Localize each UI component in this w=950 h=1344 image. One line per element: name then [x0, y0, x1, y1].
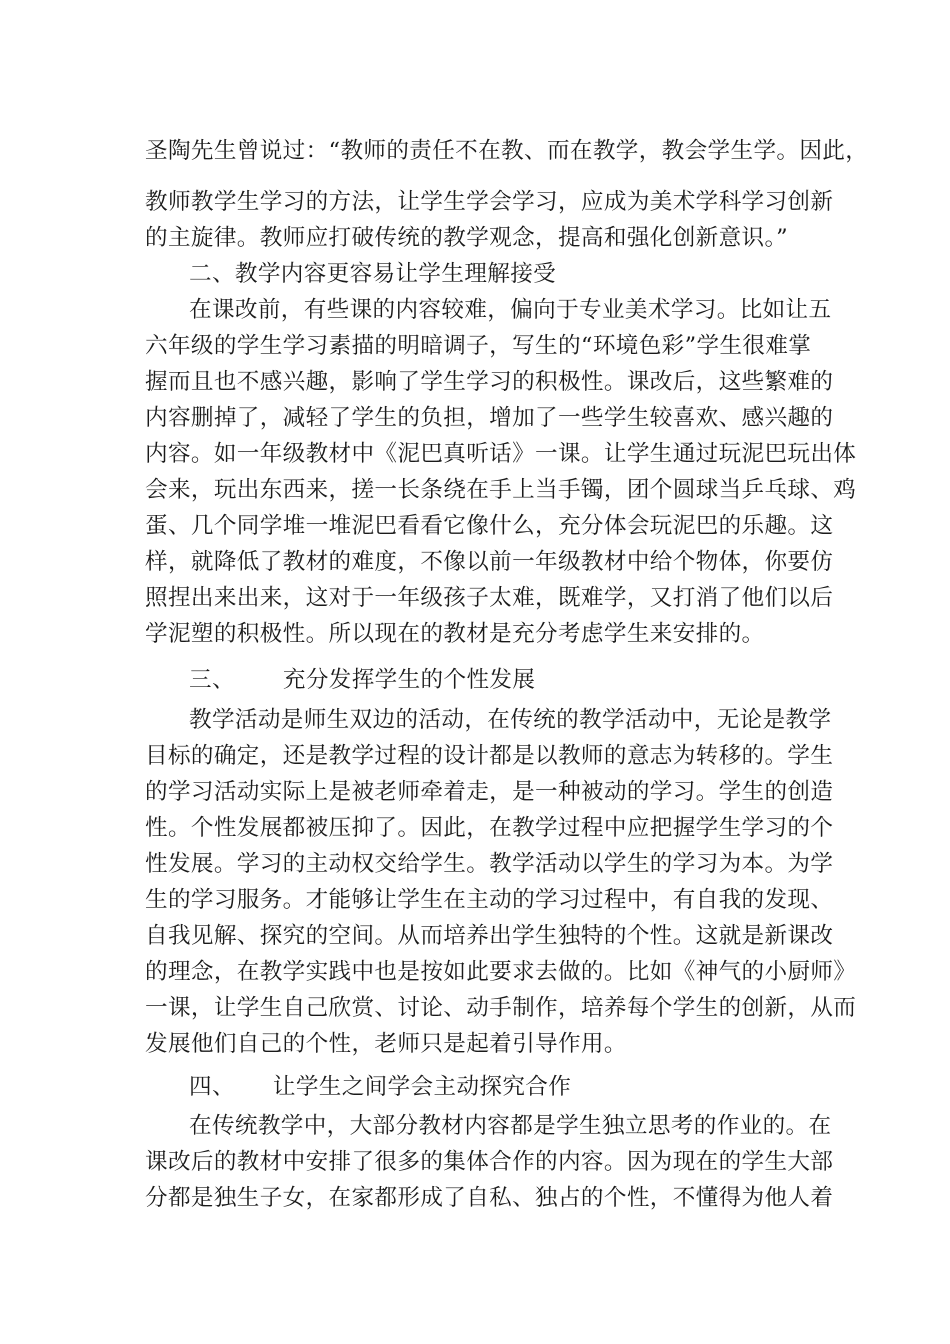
- section-title: 让学生之间学会主动探究合作: [272, 1074, 572, 1100]
- text-line: 内容。如一年级教材中《泥巴真听话》一课。让学生通过玩泥巴玩出体: [145, 441, 857, 467]
- text-line: 教学活动是师生双边的活动，在传统的教学活动中，无论是教学: [189, 707, 832, 733]
- text-line: 蛋、几个同学堆一堆泥巴看看它像什么，充分体会玩泥巴的乐趣。这: [145, 513, 834, 539]
- text-line: 圣陶先生曾说过：“教师的责任不在教、而在教学，教会学生学。因此，: [145, 138, 869, 164]
- section-heading: 二、教学内容更容易让学生理解接受: [189, 261, 557, 287]
- text-line: 握而且也不感兴趣，影响了学生学习的积极性。课改后，这些繁难的: [145, 369, 834, 395]
- text-line: 自我见解、探究的空间。从而培养出学生独特的个性。这就是新课改: [145, 923, 834, 949]
- text-line: 的理念，在教学实践中也是按如此要求去做的。比如《神气的小厨师》: [145, 959, 857, 985]
- text-line: 会来，玩出东西来，搓一长条绕在手上当手镯，团个圆球当乒乓球、鸡: [145, 477, 857, 503]
- section-heading: [189, 665, 869, 695]
- text-line: 内容删掉了，减轻了学生的负担，增加了一些学生较喜欢、感兴趣的: [145, 405, 834, 431]
- text-line: 在传统教学中，大部分教材内容都是学生独立思考的作业的。在: [189, 1113, 832, 1139]
- text-line: 生的学习服务。才能够让学生在主动的学习过程中，有自我的发现、: [145, 887, 834, 913]
- section-number: 三、: [189, 667, 235, 693]
- text-line: 课改后的教材中安排了很多的集体合作的内容。因为现在的学生大部: [145, 1149, 834, 1175]
- text-line: 分都是独生子女，在家都形成了自私、独占的个性，不懂得为他人着: [145, 1185, 834, 1211]
- text-line: 样，就降低了教材的难度，不像以前一年级教材中给个物体，你要仿: [145, 549, 834, 575]
- text-line: 一课，让学生自己欣赏、讨论、动手制作，培养每个学生的创新，从而: [145, 995, 857, 1021]
- text-line: 在课改前，有些课的内容较难，偏向于专业美术学习。比如让五: [189, 297, 832, 323]
- text-line: 六年级的学生学习素描的明暗调子，写生的“环境色彩”学生很难掌: [145, 333, 812, 359]
- text-line: 性发展。学习的主动权交给学生。教学活动以学生的学习为本。为学: [145, 851, 834, 877]
- text-line: 照捏出来出来，这对于一年级孩子太难，既难学，又打消了他们以后: [145, 585, 834, 611]
- section-number: 四、: [189, 1074, 235, 1100]
- text-line: 学泥塑的积极性。所以现在的教材是充分考虑学生来安排的。: [145, 621, 765, 647]
- text-line: 教师教学生学习的方法，让学生学会学习，应成为美术学科学习创新: [145, 189, 834, 215]
- section-heading: [189, 1072, 869, 1102]
- text-line: 的主旋律。教师应打破传统的教学观念，提高和强化创新意识。”: [145, 225, 789, 251]
- text-line: 性。个性发展都被压抑了。因此，在教学过程中应把握学生学习的个: [145, 815, 834, 841]
- text-line: 的学习活动实际上是被老师牵着走，是一种被动的学习。学生的创造: [145, 779, 834, 805]
- text-line: 目标的确定，还是教学过程的设计都是以教师的意志为转移的。学生: [145, 743, 834, 769]
- section-title: 充分发挥学生的个性发展: [282, 667, 536, 693]
- text-line: 发展他们自己的个性，老师只是起着引导作用。: [145, 1031, 627, 1057]
